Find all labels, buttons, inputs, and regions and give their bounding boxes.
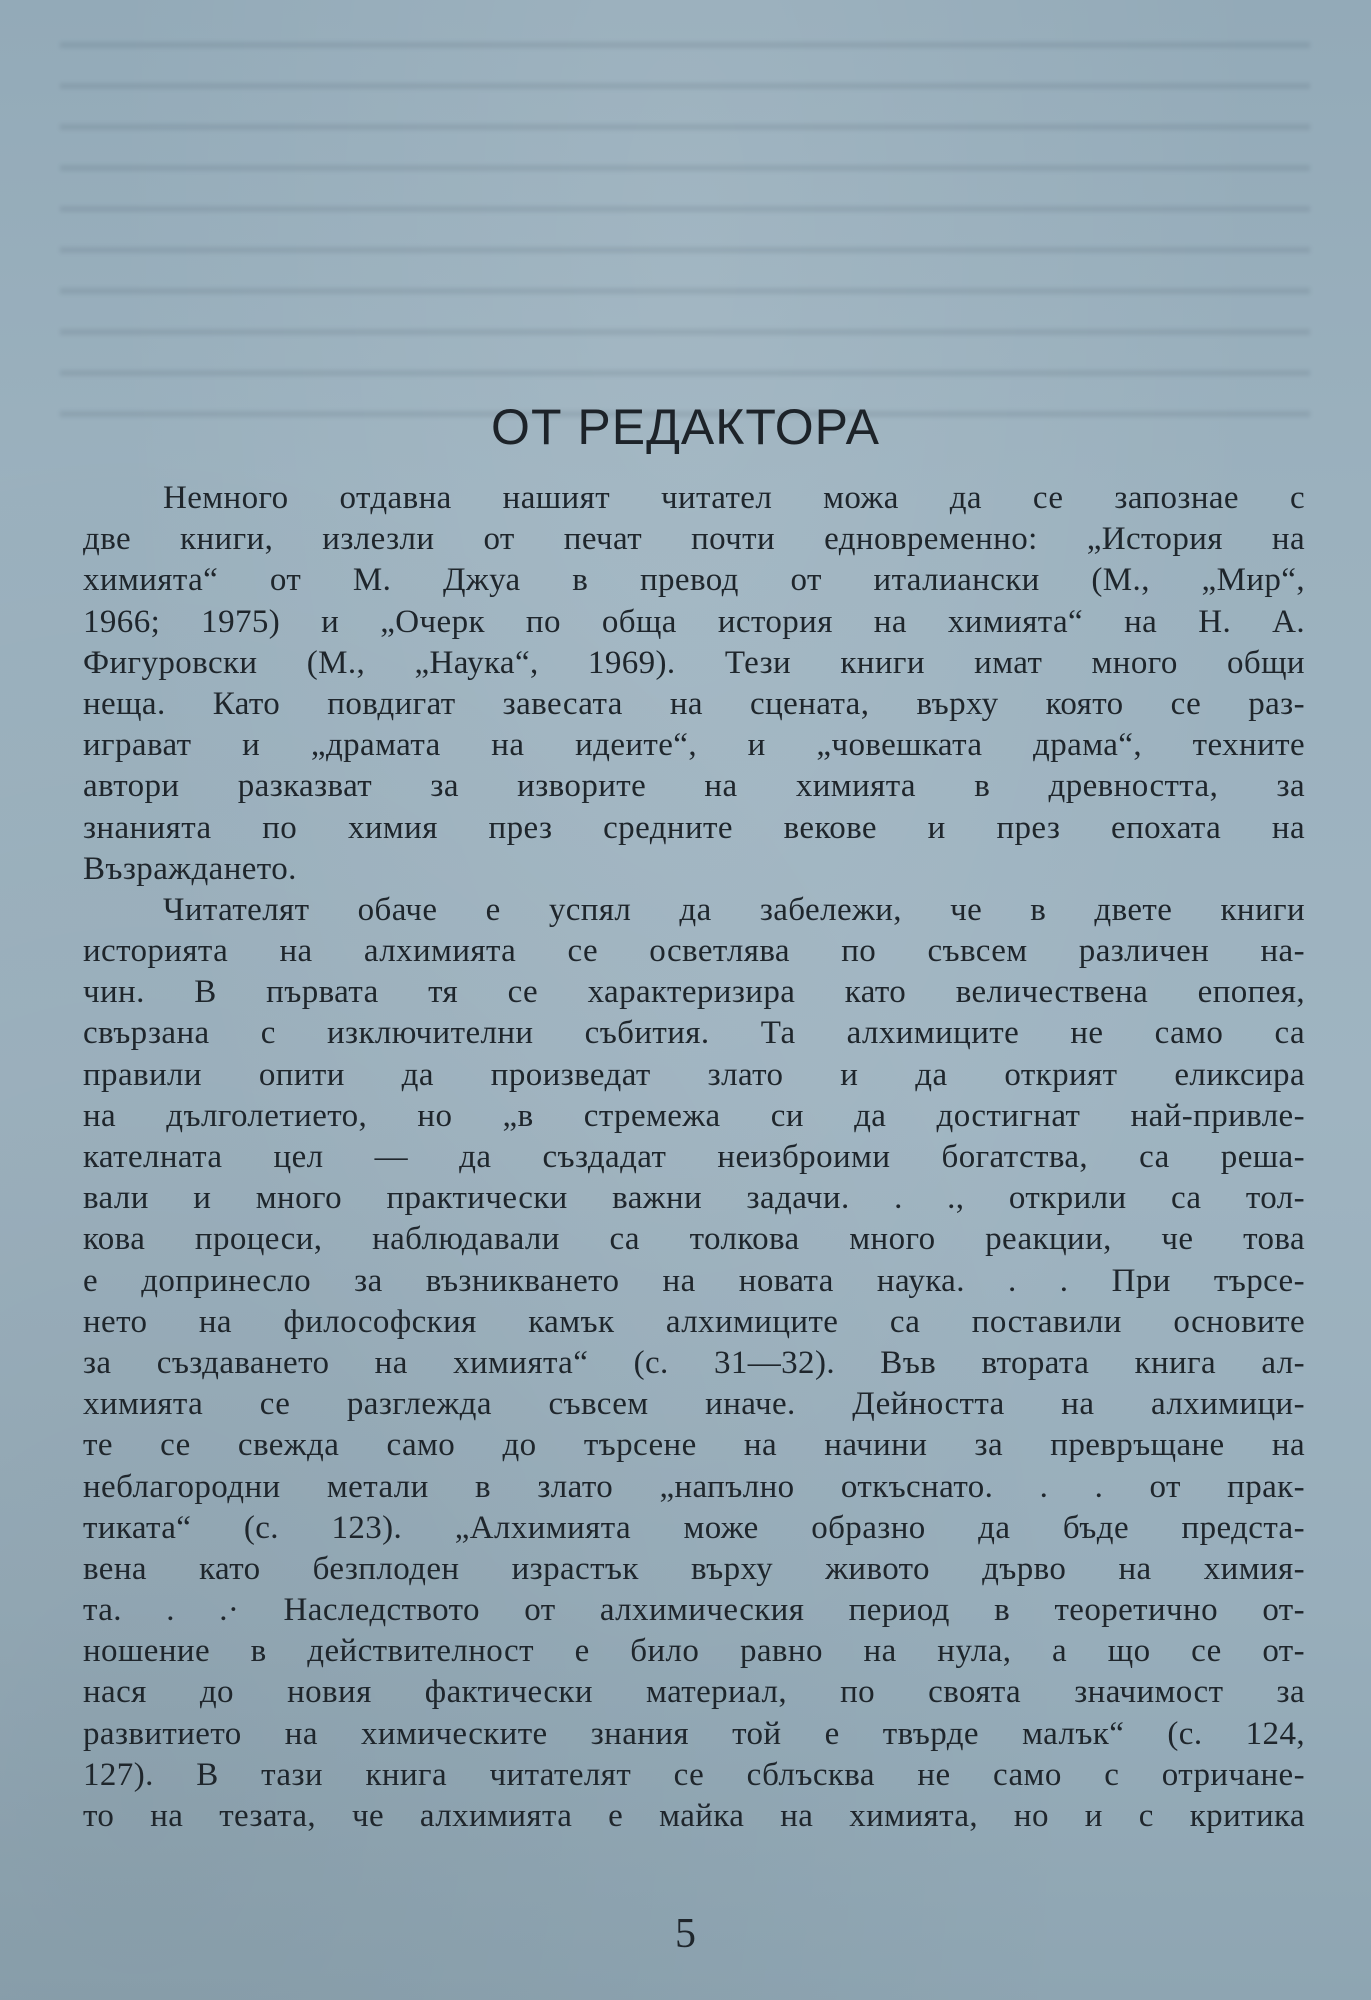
body-text <box>83 478 1305 1837</box>
show-through-text <box>60 20 1310 440</box>
text-line: ношение в действителност е било равно на нула, а що се от- <box>83 1633 1305 1670</box>
text-line: свързана с изключителни събития. Та алхимиците не само са <box>83 1015 1305 1052</box>
text-line: неблагородни метали в злато „напълно откъснато. . . от прак- <box>83 1468 1305 1505</box>
text-line: автори разказват за изворите на химията в древността, за <box>83 768 1305 805</box>
text-line: вали и много практически важни задачи. . ., открили са тол- <box>83 1180 1305 1217</box>
text-line: чин. В първата тя се характеризира като величествена епопея, <box>83 974 1305 1011</box>
text-line: историята на алхимията се осветлява по съвсем различен на- <box>83 933 1305 970</box>
text-line: развитието на химическите знания той е твърде малък“ (с. 124, <box>83 1715 1305 1752</box>
text-line: Фигуровски (М., „Наука“, 1969). Тези книги имат много общи <box>83 644 1305 681</box>
text-line: правили опити да произведат злато и да открият еликсира <box>83 1056 1305 1093</box>
text-line: е допринесло за възникването на новата наука. . . При търсе- <box>83 1262 1305 1299</box>
text-line: Възраждането. <box>83 850 297 887</box>
page-title: ОТ РЕДАКТОРА <box>491 399 880 455</box>
text-line: неща. Като повдигат завесата на сцената, върху която се раз- <box>83 685 1305 722</box>
text-line: 127). В тази книга читателят се сблъсква не само с отричане- <box>83 1756 1305 1793</box>
text-line: кателната цел — да създадат неизброими богатства, са реша- <box>83 1139 1305 1175</box>
text-line: играват и „драмата на идеите“, и „човешката драма“, техните <box>83 727 1305 764</box>
text-line: вена като безплоден израстък върху живото дърво на химия- <box>83 1550 1305 1587</box>
text-line: знанията по химия през средните векове и през епохата на <box>83 809 1305 846</box>
text-line: химията“ от М. Джуа в превод от италиански (М., „Мир“, <box>83 562 1305 599</box>
text-line: нася до новия фактически материал, по своята значимост за <box>83 1674 1305 1711</box>
text-line: та. . .· Наследството от алхимическия период в теоретично от- <box>83 1592 1305 1629</box>
text-line: те се свежда само до търсене на начини за превръщане на <box>83 1427 1305 1464</box>
text-line: на дълголетието, но „в стремежа си да достигнат най-привле- <box>83 1097 1305 1134</box>
text-line: за създаването на химията“ (с. 31—32). Във втората книга ал- <box>83 1344 1305 1381</box>
text-line: Немного отдавна нашият читател можа да се запознае с <box>163 480 1305 516</box>
text-line: 1966; 1975) и „Очерк по обща история на химията“ на Н. А. <box>83 603 1305 640</box>
text-line: то на тезата, че алхимията е майка на химията, но и с критика <box>83 1798 1305 1834</box>
text-line: две книги, излезли от печат почти едновременно: „История на <box>83 521 1305 558</box>
text-line: Читателят обаче е успял да забележи, че в двете книги <box>163 891 1305 928</box>
text-line: химията се разглежда съвсем иначе. Дейността на алхимици- <box>83 1386 1305 1423</box>
text-line: тиката“ (с. 123). „Алхимията може образно да бъде предста- <box>83 1509 1305 1546</box>
page-number: 5 <box>675 1911 696 1957</box>
text-line: нето на философския камък алхимиците са поставили основите <box>83 1303 1305 1340</box>
text-line: кова процеси, наблюдавали са толкова много реакции, че това <box>83 1221 1305 1258</box>
